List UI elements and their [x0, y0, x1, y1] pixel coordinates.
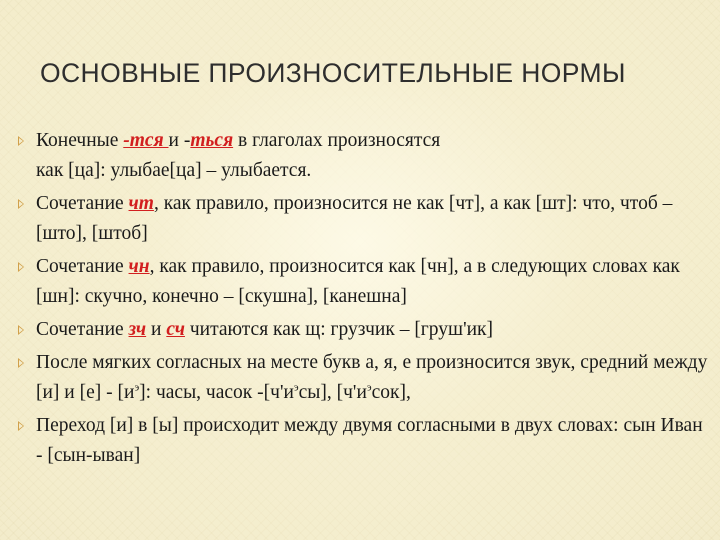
- bullet-arrow-icon: [18, 199, 24, 209]
- item-text: и: [146, 319, 167, 340]
- bullet-arrow-icon: [18, 325, 24, 335]
- item-text: Переход [и] в [ы] происходит между двумя согласными в двух словах: сын Иван - [сын-ыван]: [36, 415, 703, 466]
- highlight-term: -тся: [123, 130, 169, 151]
- list-item: [16, 252, 712, 312]
- list-item: [16, 189, 712, 249]
- item-text: Сочетание: [36, 256, 129, 277]
- highlight-term: сч: [166, 319, 185, 340]
- list-item: [16, 411, 712, 471]
- superscript: э: [366, 381, 372, 394]
- bullet-arrow-icon: [18, 136, 24, 146]
- list-item: [16, 348, 712, 408]
- item-text: , как правило, произносится не как [чт], а как [шт]: что, чтоб – [што], [штоб]: [36, 193, 673, 244]
- item-text: Конечные: [36, 130, 124, 151]
- item-text: сы], [ч'и: [298, 382, 367, 403]
- superscript: э: [293, 381, 299, 394]
- slide-title: ОСНОВНЫЕ ПРОИЗНОСИТЕЛЬНЫЕ НОРМЫ: [40, 58, 626, 88]
- item-text: Сочетание: [36, 319, 129, 340]
- item-text: сок],: [371, 382, 411, 403]
- list-item: [16, 126, 712, 186]
- highlight-term: ться: [190, 130, 234, 151]
- item-text: читаются как щ: грузчик – [груш'ик]: [184, 319, 493, 340]
- bullet-arrow-icon: [18, 262, 24, 272]
- bullet-arrow-icon: [18, 358, 24, 368]
- item-text: и -: [168, 130, 191, 151]
- item-text: как [ца]: улыбае[ца] – улыбается.: [36, 160, 312, 181]
- highlight-term: чн: [128, 256, 150, 277]
- bullet-arrow-icon: [18, 421, 24, 431]
- highlight-term: чт: [128, 193, 154, 214]
- superscript: э: [134, 381, 140, 394]
- item-text: Сочетание: [36, 193, 129, 214]
- rules-list: [16, 126, 712, 474]
- item-text: После мягких согласных на месте букв а, я, е произносится звук, средний между [и] и [е] - [и: [36, 352, 708, 403]
- item-text: , как правило, произносится как [чн], а в следующих словах как [шн]: скучно, конечно – [скушна], [канешна]: [36, 256, 680, 307]
- highlight-term: зч: [128, 319, 147, 340]
- list-item: [16, 315, 712, 345]
- item-text: в глаголах произносятся: [233, 130, 441, 151]
- item-text: ]: часы, часок -[ч'и: [139, 382, 294, 403]
